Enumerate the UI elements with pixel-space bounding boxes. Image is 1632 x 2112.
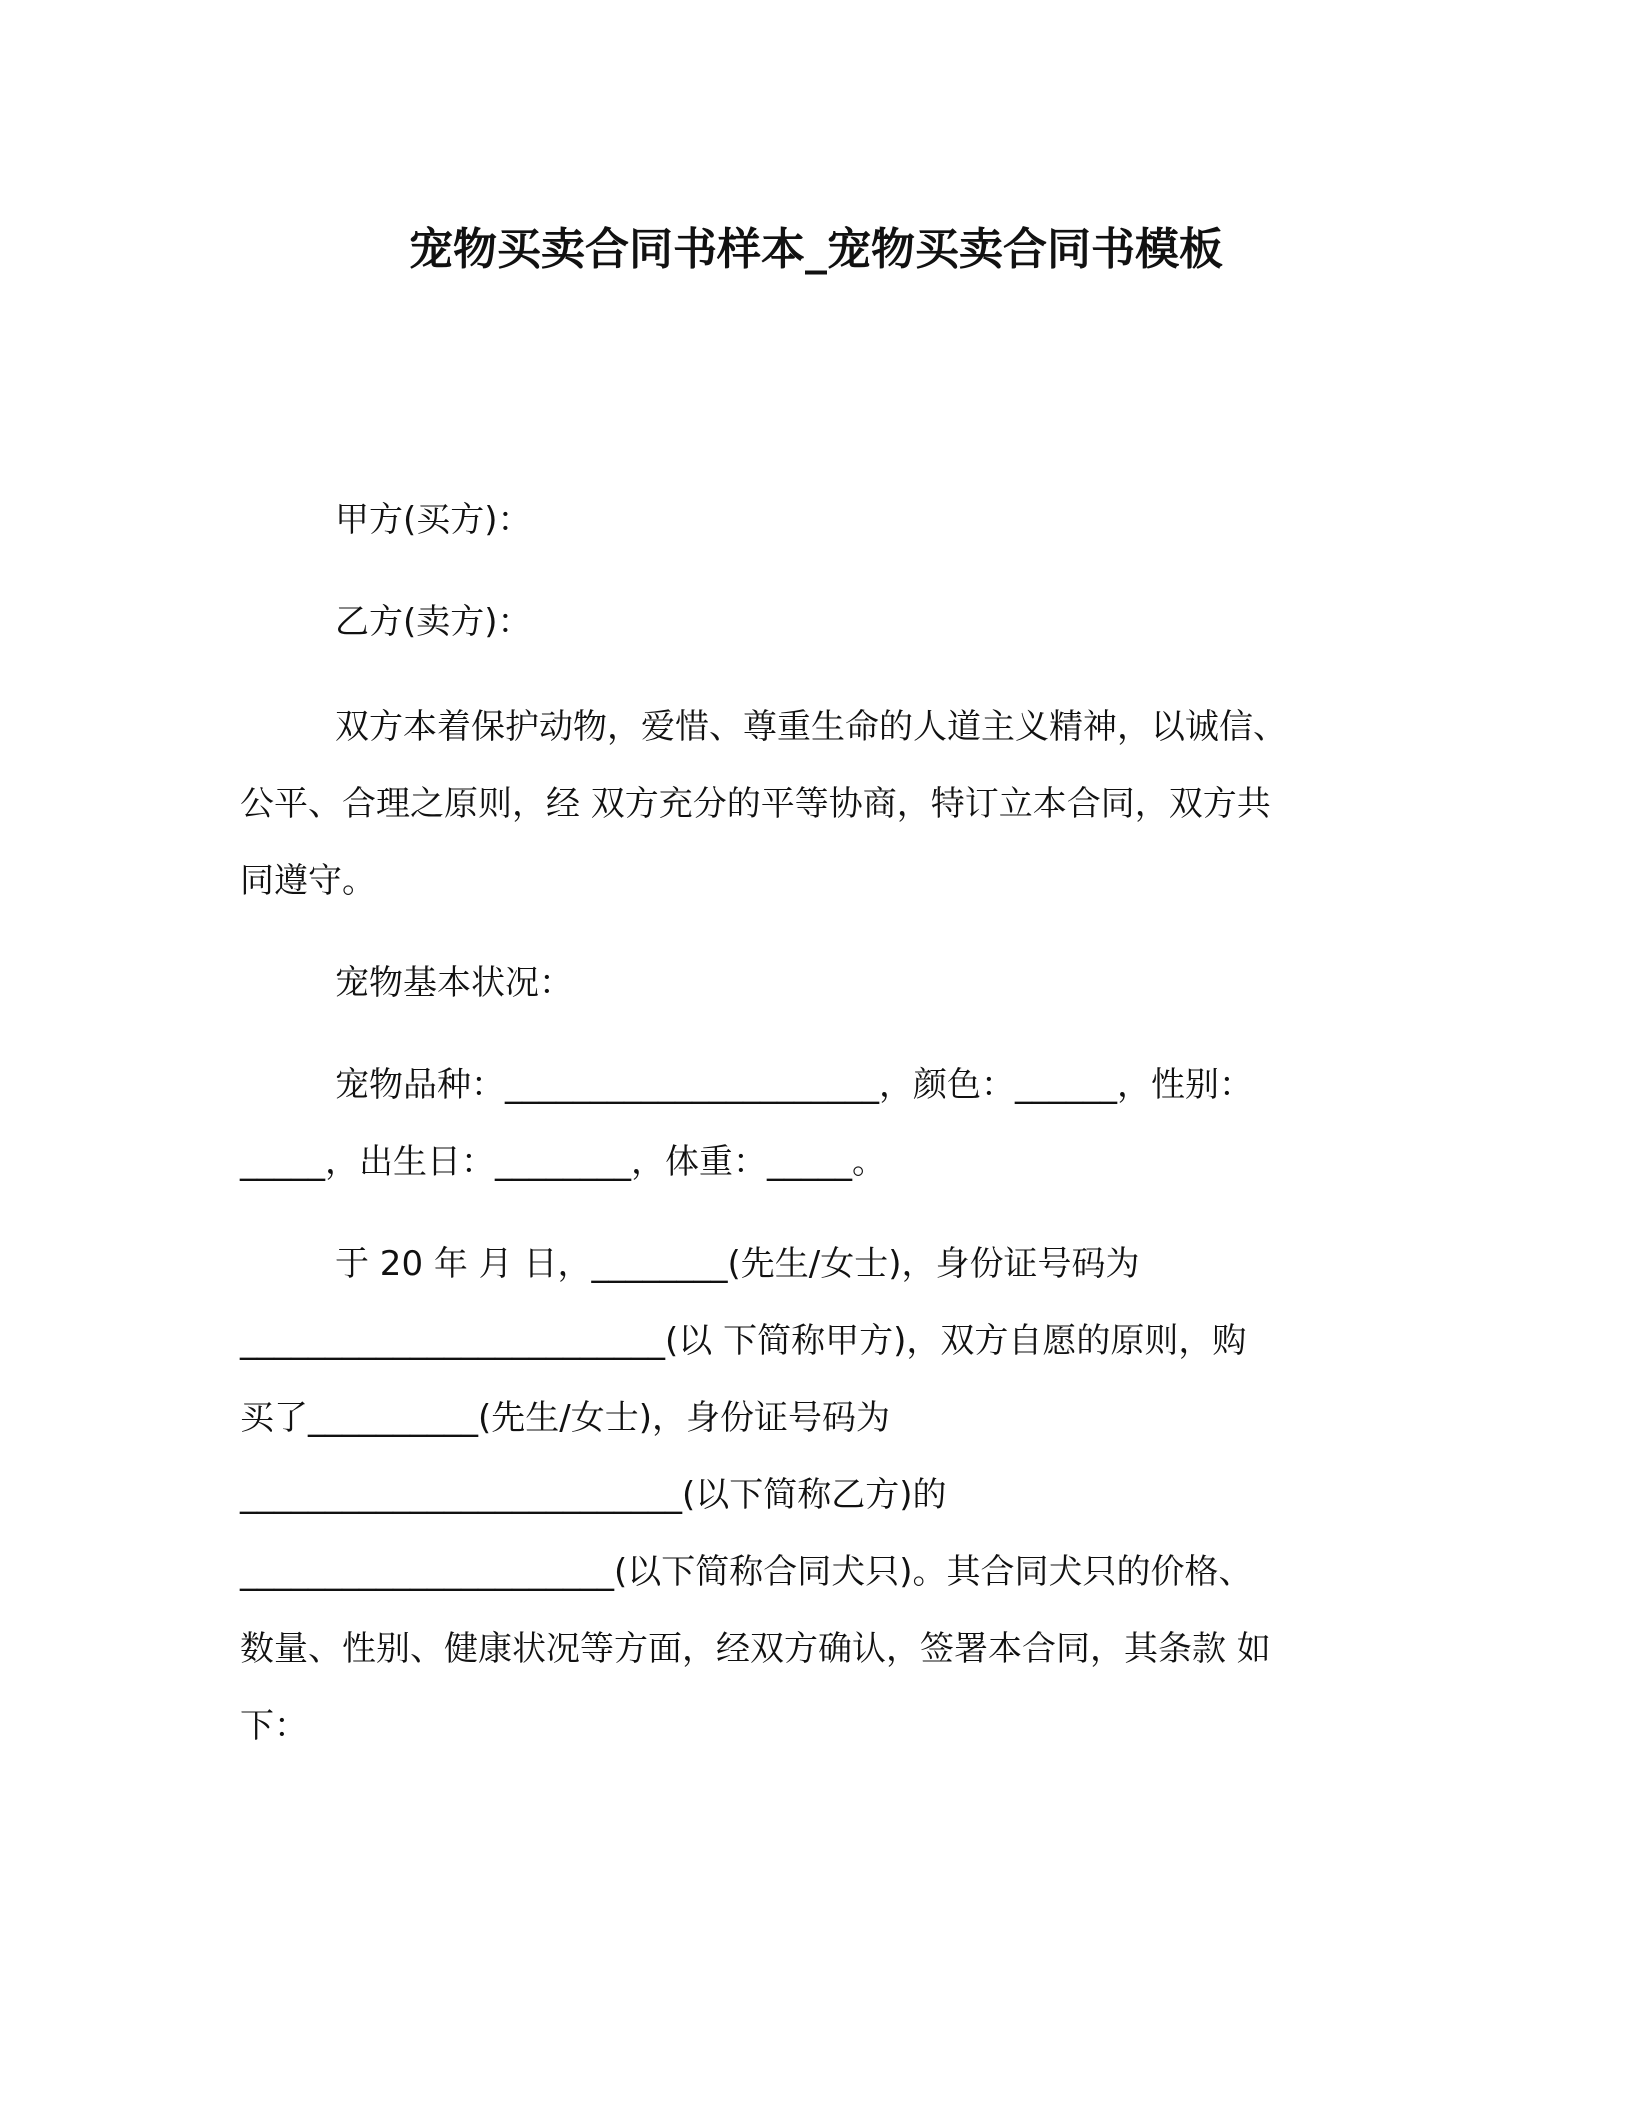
pet-status-heading: 宠物基本状况： bbox=[335, 963, 573, 1003]
agreement-line-4: __________________________(以下简称乙方)的 bbox=[240, 1475, 947, 1515]
agreement-line-3: 买了__________(先生/女士)，身份证号码为 bbox=[240, 1398, 890, 1438]
preamble-line-1: 双方本着保护动物，爱惜、尊重生命的人道主义精神，以诚信、 bbox=[335, 707, 1287, 747]
agreement-line-2: _________________________(以 下简称甲方)，双方自愿的原则，购 bbox=[240, 1321, 1247, 1361]
party-a-line: 甲方(买方)： bbox=[335, 500, 532, 540]
agreement-line-1: 于 20 年 月 日，________(先生/女士)，身份证号码为 bbox=[335, 1244, 1140, 1284]
pet-details-line-1: 宠物品种：______________________，颜色：______，性别： bbox=[335, 1065, 1253, 1105]
party-b-line: 乙方(卖方)： bbox=[335, 602, 532, 642]
preamble-line-2: 公平、合理之原则，经 双方充分的平等协商，特订立本合同，双方共 bbox=[240, 784, 1271, 824]
agreement-line-6: 数量、性别、健康状况等方面，经双方确认，签署本合同，其条款 如 bbox=[240, 1629, 1271, 1669]
pet-details-line-2: _____，出生日：________，体重：_____。 bbox=[240, 1142, 886, 1182]
document-title: 宠物买卖合同书样本_宠物买卖合同书模板 bbox=[409, 224, 1223, 275]
preamble-line-3: 同遵守。 bbox=[240, 861, 376, 901]
agreement-line-5: ______________________(以下简称合同犬只)。其合同犬只的价格、 bbox=[240, 1552, 1253, 1592]
agreement-line-7: 下： bbox=[240, 1706, 308, 1746]
